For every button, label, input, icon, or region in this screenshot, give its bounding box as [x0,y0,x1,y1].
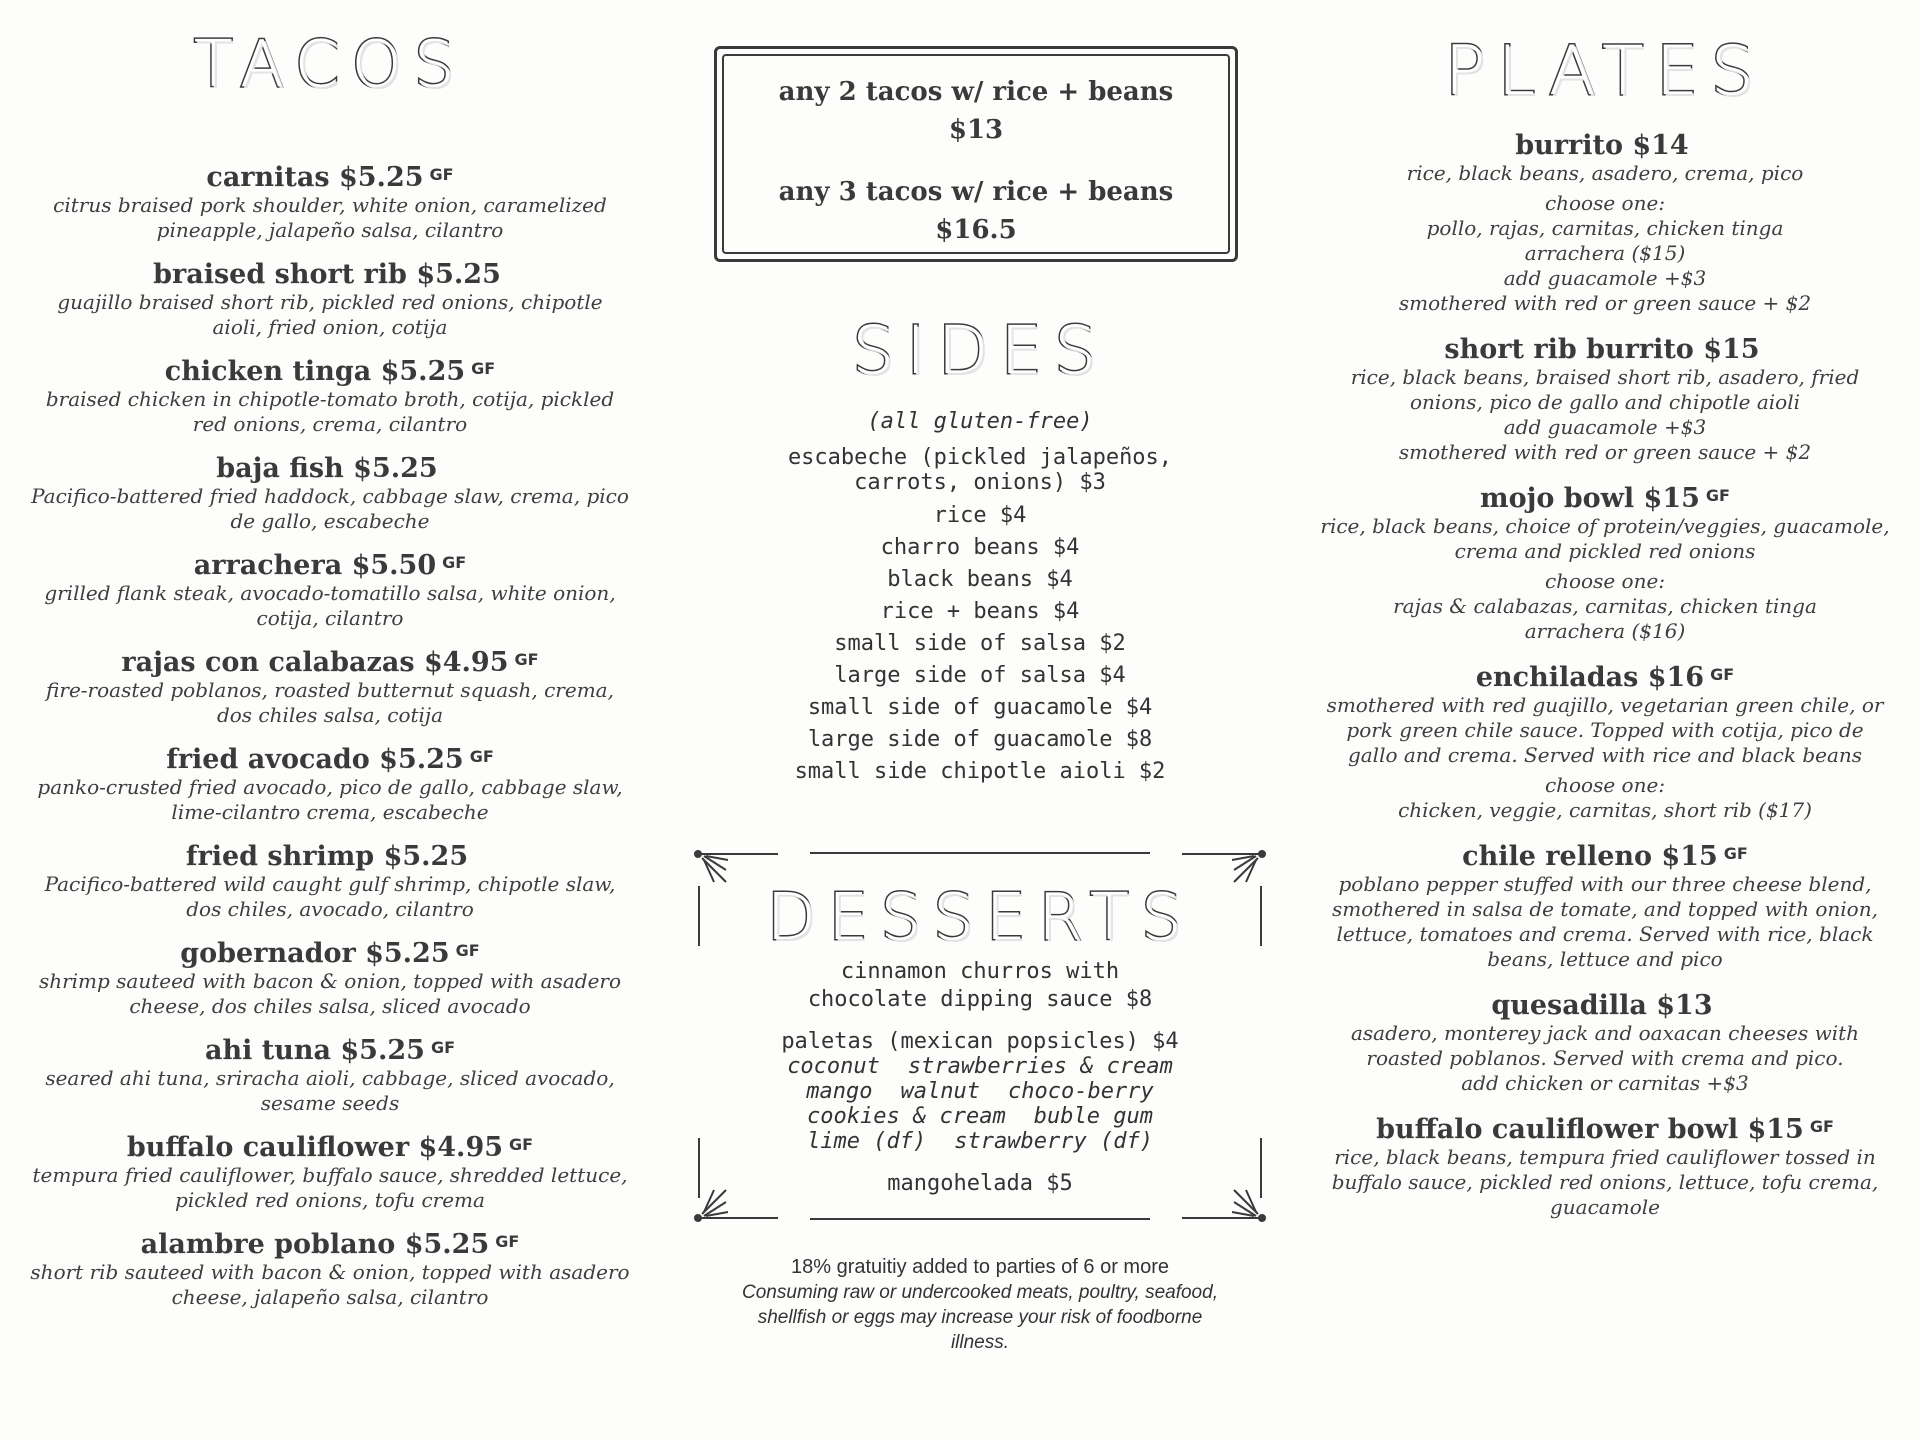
flavor: coconut [787,1054,880,1079]
side-item: charro beans $4 [880,535,1080,560]
item-description: citrus braised pork shoulder, white onion, caramelized pineapple, jalapeño salsa, cilantro [53,193,607,242]
item-description: asadero, monterey jack and oaxacan cheeses with roasted poblanos. Served with crema and pico. [1350,1021,1860,1070]
menu-item [30,742,630,825]
item-option: smothered with red or green sauce + $2 [1398,291,1812,315]
desserts-content [690,882,1270,1198]
item-description: shrimp sauteed with bacon & onion, topped with asadero cheese, dos chiles salsa, sliced avocado [38,969,622,1018]
side-item: small side chipotle aioli $2 [794,759,1166,784]
item-description: poblano pepper stuffed with our three cheese blend, smothered in salsa de tomate, and topped with onion, lettuce, tomatoes and crema. Served with rice, black beans, lettuce and pico [1332,872,1878,971]
combo-deal-box [714,46,1238,262]
item-description: seared ahi tuna, sriracha aioli, cabbage, sliced avocado, sesame seeds [45,1066,615,1115]
item-name: short rib burrito $15 [1444,334,1760,365]
churros-line: cinnamon churros with [840,959,1120,984]
flavor-row [690,1129,1270,1154]
flavor: lime (df) [807,1129,927,1154]
menu-item [1320,988,1890,1096]
item-name: burrito $14 [1515,130,1689,161]
item-option: arrachera ($16) [1524,619,1686,643]
item-description: panko-crusted fried avocado, pico de gallo, cabbage slaw, lime-cilantro crema, escabeche [37,775,623,824]
gf-badge: GF [495,1232,520,1251]
churros-line: chocolate dipping sauce $8 [807,987,1153,1012]
menu-item [30,354,630,437]
flavor: walnut [900,1079,980,1104]
item-option: pollo, rajas, carnitas, chicken tinga [1426,216,1784,240]
item-description: rice, black beans, braised short rib, asadero, fried onions, pico de gallo and chipotle aioli [1350,365,1860,414]
paletas-line: paletas (mexican popsicles) $4 [781,1029,1179,1054]
item-description: fire-roasted poblanos, roasted butternut squash, crema, dos chiles salsa, cotija [46,678,614,727]
side-item: large side of salsa $4 [834,663,1126,688]
item-option: choose one: [1544,773,1666,797]
item-description: rice, black beans, choice of protein/veggies, guacamole, crema and pickled red onions [1320,514,1890,563]
item-description: rice, black beans, tempura fried cauliflower tossed in buffalo sauce, pickled red onions, lettuce, tofu crema, guacamole [1331,1145,1879,1219]
gf-badge: GF [442,553,467,572]
side-item: large side of guacamole $8 [807,727,1153,752]
tacos-list [30,160,630,1324]
menu-item [30,548,630,631]
item-description: Pacifico-battered fried haddock, cabbage slaw, crema, pico de gallo, escabeche [31,484,629,533]
item-option: choose one: [1544,191,1666,215]
menu-item [30,936,630,1019]
item-description: rice, black beans, asadero, crema, pico [1406,161,1804,185]
item-name: baja fish $5.25 [216,453,438,484]
item-option: add guacamole +$3 [1503,415,1707,439]
menu-item [30,160,630,243]
flavor: choco-berry [1008,1079,1154,1104]
flavor-row [690,1104,1270,1129]
menu-item [1320,128,1890,316]
gf-badge: GF [1705,486,1730,505]
menu-item [30,839,630,922]
flavor-row [690,1054,1270,1079]
item-option: arrachera ($15) [1524,241,1686,265]
side-item: escabeche (pickled jalapeños, [787,445,1173,470]
sides-note: (all gluten-free) [867,409,1093,434]
item-name: ahi tuna $5.25 [204,1035,425,1066]
item-name: gobernador $5.25 [180,938,450,969]
item-description: tempura fried cauliflower, buffalo sauce, shredded lettuce, pickled red onions, tofu crema [32,1163,628,1212]
item-description: grilled flank steak, avocado-tomatillo salsa, white onion, cotija, cilantro [44,581,616,630]
item-name: chile relleno $15 [1462,841,1718,872]
item-option: rajas & calabazas, carnitas, chicken tinga [1393,594,1817,618]
desserts-frame [690,846,1270,1226]
flavor-row [690,1079,1270,1104]
item-name: rajas con calabazas $4.95 [121,647,509,678]
flavor: mango [806,1079,873,1104]
item-name: buffalo cauliflower $4.95 [126,1132,504,1163]
combo-price: $16.5 [935,215,1017,245]
frame-bottom-line [810,1218,1150,1220]
side-item: black beans $4 [887,567,1073,592]
flavor: strawberry (df) [954,1129,1153,1154]
item-name: mojo bowl $15 [1480,483,1700,514]
mangohelada-line: mangohelada $5 [887,1171,1073,1196]
item-description: braised chicken in chipotle-tomato broth, cotija, pickled red onions, crema, cilantro [45,387,615,436]
item-option: add chicken or carnitas +$3 [1461,1071,1749,1095]
sides-list [690,446,1270,788]
plates-list [1320,128,1890,1236]
gf-badge: GF [455,941,480,960]
gf-badge: GF [514,650,539,669]
combo-deal-2-tacos [717,73,1235,149]
menu-item [1320,481,1890,644]
side-item: rice $4 [933,503,1027,528]
gf-badge: GF [1809,1117,1834,1136]
menu-item [1320,1112,1890,1220]
side-item: small side of salsa $2 [834,631,1126,656]
menu-item [1320,839,1890,972]
item-option: smothered with red or green sauce + $2 [1398,440,1812,464]
menu-item [1320,660,1890,823]
combo-text: any 3 tacos w/ rice + beans [778,177,1174,207]
gf-badge: GF [471,359,496,378]
gf-badge: GF [430,1038,456,1057]
menu-item [30,1227,630,1310]
menu-item [30,257,630,340]
sides-heading: SIDES [852,312,1108,389]
menu-item [30,451,630,534]
flavor: strawberries & cream [907,1054,1173,1079]
menu-item [30,1033,630,1116]
food-safety-warning: Consuming raw or undercooked meats, poultry, seafood, shellfish or eggs may increase your risk of foodborne illness. [742,1282,1218,1353]
side-item: carrots, onions) $3 [854,470,1106,495]
flavor: cookies & cream [807,1104,1006,1129]
gratuity-note: 18% gratuitiy added to parties of 6 or more [791,1256,1169,1278]
item-name: arrachera $5.50 [193,550,437,581]
item-name: buffalo cauliflower bowl $15 [1376,1114,1804,1145]
item-name: fried shrimp $5.25 [185,841,469,872]
tacos-heading: TACOS [193,28,467,102]
item-name: quesadilla $13 [1491,990,1713,1021]
gf-badge: GF [509,1135,534,1154]
item-name: braised short rib $5.25 [153,259,501,290]
item-option: chicken, veggie, carnitas, short rib ($17) [1398,798,1812,822]
gf-badge: GF [429,165,454,184]
gf-badge: GF [1710,665,1735,684]
item-option: add guacamole +$3 [1503,266,1707,290]
gf-badge: GF [469,747,494,766]
desserts-heading: DESSERTS [766,881,1194,955]
menu-footer [690,1254,1270,1355]
frame-top-line [810,852,1150,854]
menu-item [30,1130,630,1213]
item-name: enchiladas $16 [1475,662,1705,693]
combo-text: any 2 tacos w/ rice + beans [778,77,1174,107]
menu-item [30,645,630,728]
item-name: carnitas $5.25 [206,162,424,193]
item-description: guajillo braised short rib, pickled red onions, chipotle aioli, fried onion, cotija [57,290,603,339]
combo-deal-3-tacos [717,173,1235,249]
item-name: fried avocado $5.25 [166,744,464,775]
side-item: small side of guacamole $4 [807,695,1153,720]
menu-item [1320,332,1890,465]
item-description: Pacifico-battered wild caught gulf shrimp, chipotle slaw, dos chiles, avocado, cilantro [44,872,616,921]
flavor: buble gum [1033,1104,1153,1129]
item-description: short rib sauteed with bacon & onion, topped with asadero cheese, jalapeño salsa, cilantro [30,1260,630,1309]
item-name: chicken tinga $5.25 [164,356,466,387]
side-item: rice + beans $4 [880,599,1080,624]
combo-price: $13 [948,115,1004,145]
gf-badge: GF [1723,844,1748,863]
plates-heading: PLATES [1444,32,1766,111]
item-name: alambre poblano $5.25 [140,1229,490,1260]
item-description: smothered with red guajillo, vegetarian green chile, or pork green chile sauce. Topped with cotija, pico de gallo and crema. Served with rice and black beans [1326,693,1884,767]
item-option: choose one: [1544,569,1666,593]
